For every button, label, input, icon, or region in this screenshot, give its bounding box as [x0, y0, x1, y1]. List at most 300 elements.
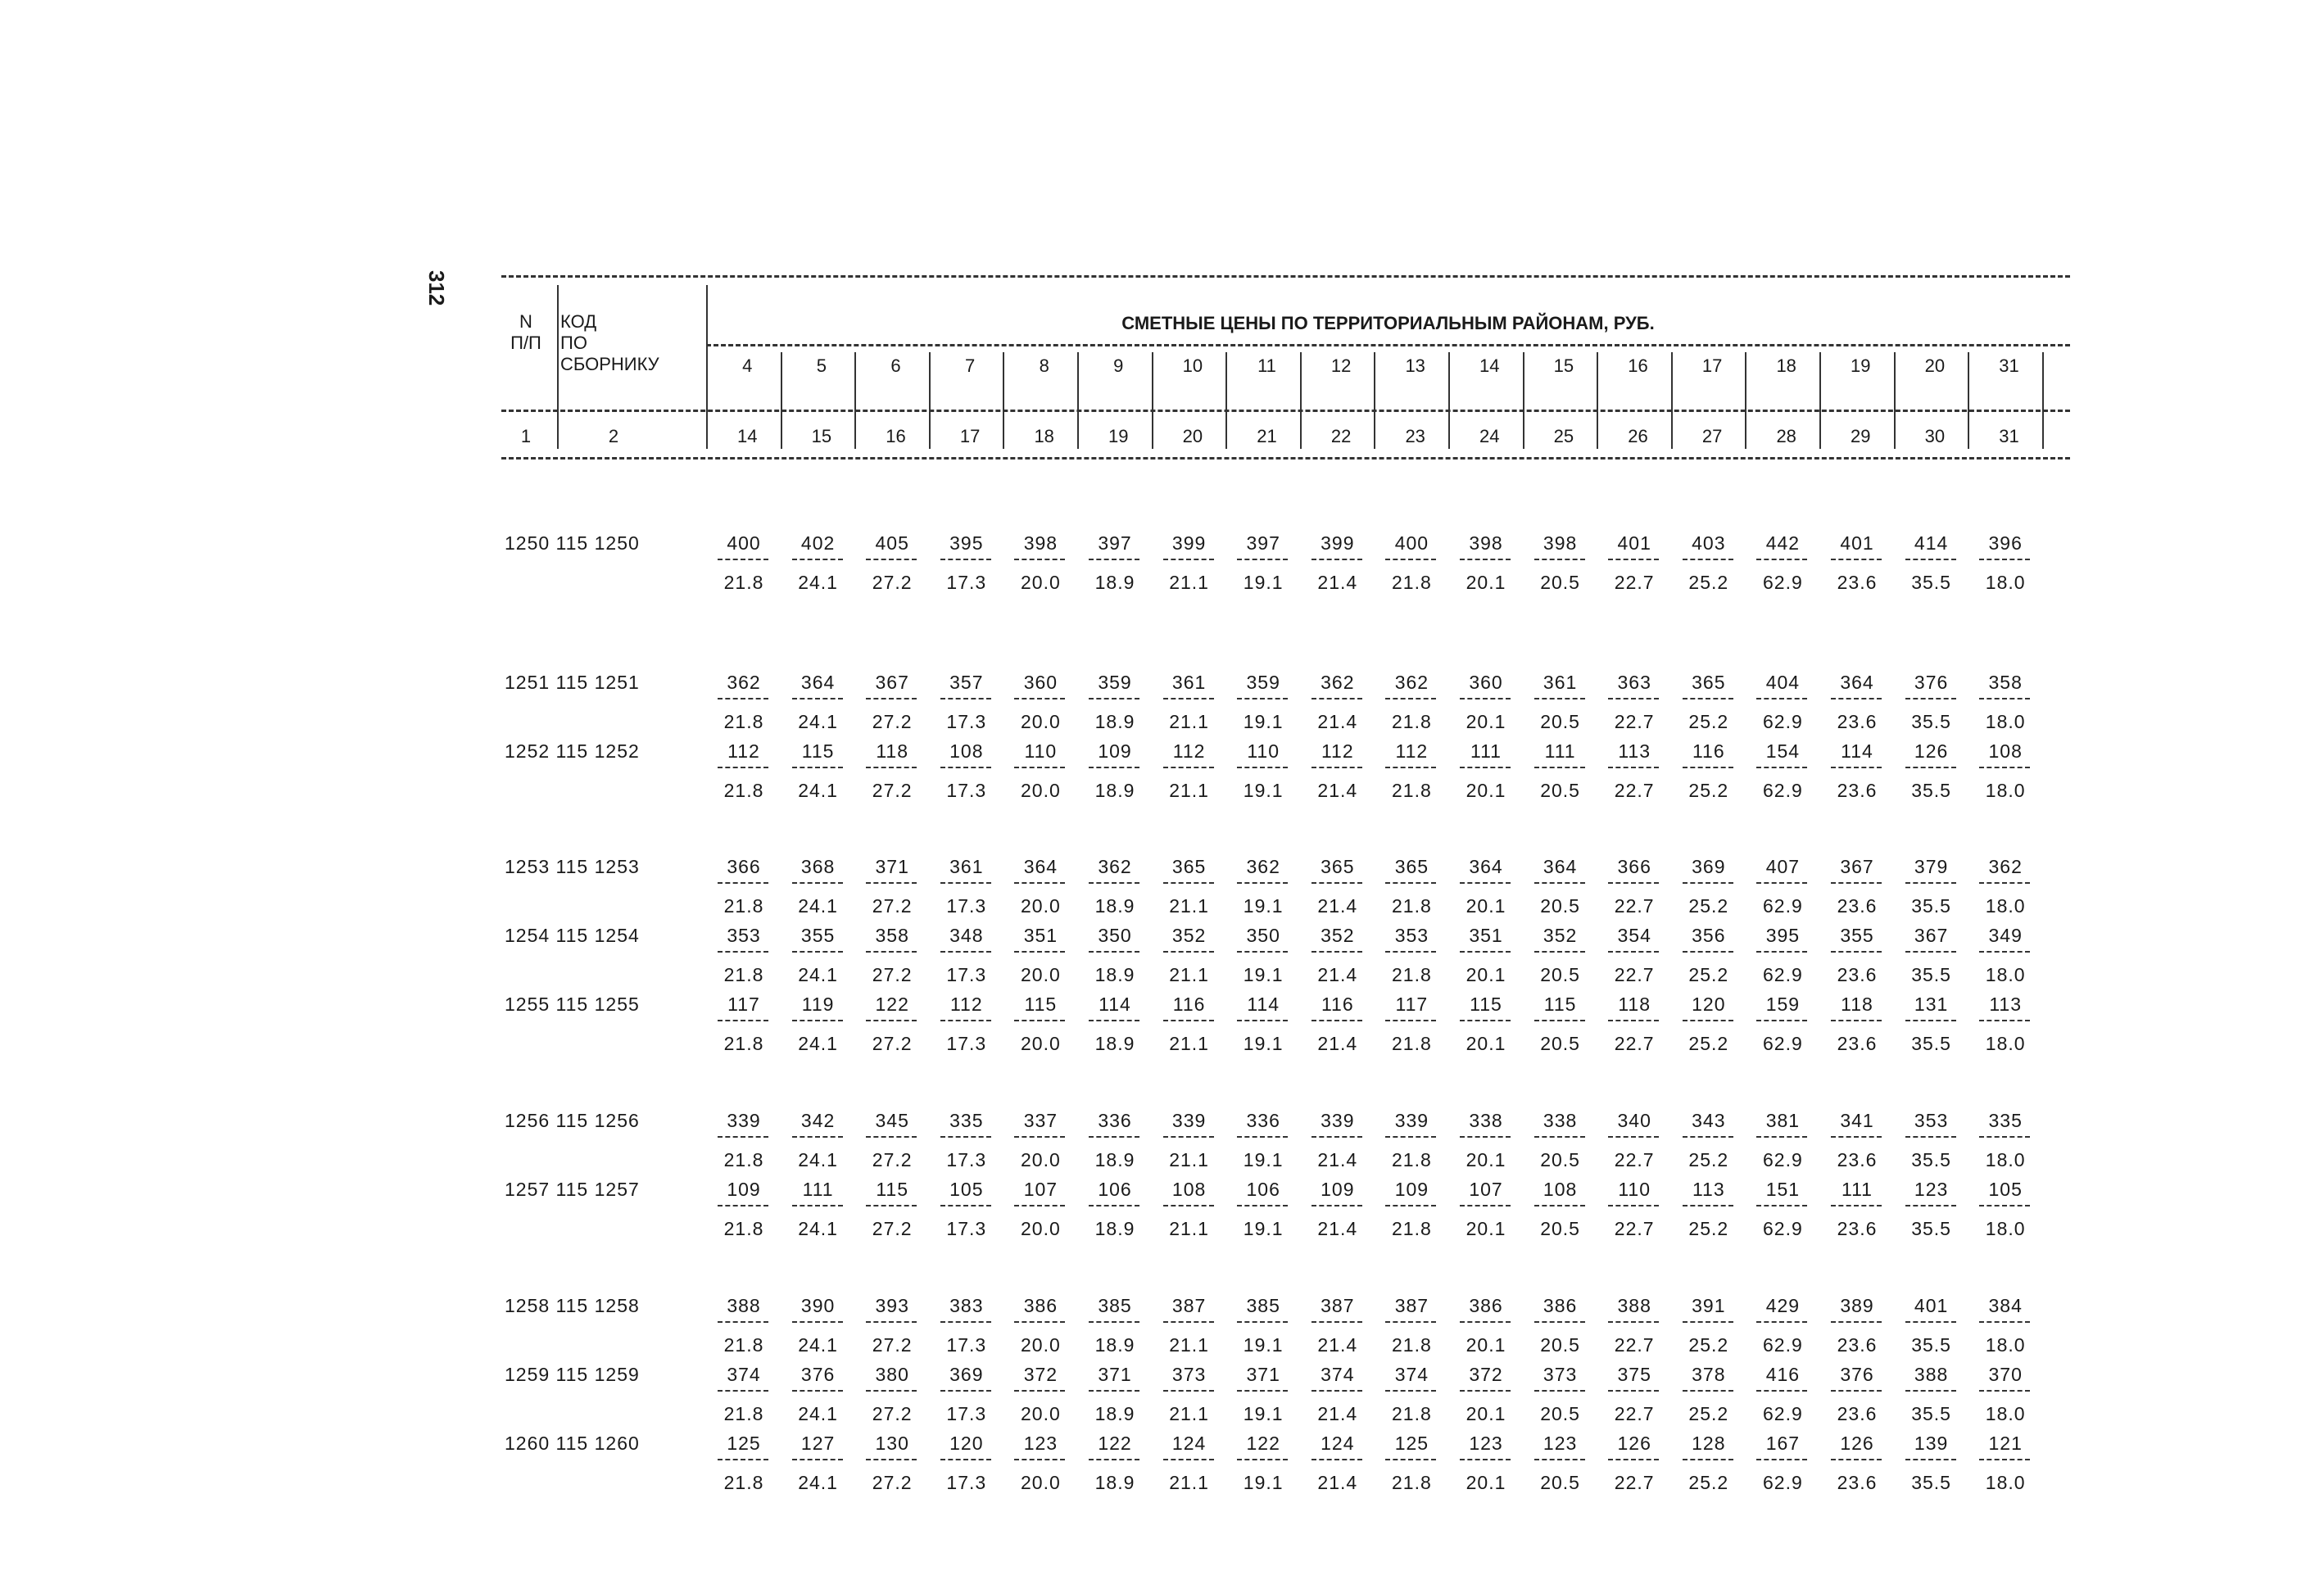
- price-coefficient: 20.1: [1466, 895, 1506, 917]
- price-coefficient: 20.5: [1540, 572, 1580, 593]
- fraction-bar: [866, 1020, 917, 1021]
- price-value: 111: [802, 1179, 834, 1200]
- price-coefficient: 25.2: [1688, 1334, 1729, 1356]
- fraction-bar: [1460, 951, 1511, 953]
- price-value: 109: [1321, 1179, 1355, 1200]
- fraction-bar: [1905, 1020, 1956, 1021]
- price-value: 401: [1914, 1295, 1949, 1316]
- price-value: 113: [1618, 740, 1651, 762]
- fraction-bar: [1385, 1136, 1436, 1138]
- fraction-bar: [1014, 1321, 1065, 1323]
- price-value: 373: [1543, 1364, 1578, 1385]
- fraction-bar: [940, 1459, 991, 1460]
- price-value: 355: [1840, 925, 1874, 946]
- fraction-bar: [1608, 1459, 1659, 1460]
- table-header: [501, 270, 2070, 459]
- price-value: 362: [1098, 856, 1132, 877]
- price-value: 384: [1988, 1295, 2023, 1316]
- header-region-11: 11: [1257, 355, 1276, 376]
- fraction-bar: [1905, 698, 1956, 699]
- price-coefficient: 18.9: [1094, 1334, 1135, 1356]
- price-coefficient: 35.5: [1911, 1472, 1951, 1493]
- price-value: 365: [1321, 856, 1355, 877]
- price-coefficient: 17.3: [946, 711, 987, 732]
- price-value: 361: [1171, 672, 1207, 693]
- fraction-bar: [1311, 1205, 1362, 1206]
- price-value: 395: [949, 532, 984, 554]
- price-coefficient: 20.0: [1021, 1403, 1061, 1424]
- price-value: 374: [1321, 1364, 1355, 1385]
- header-col-kod: ПО: [560, 333, 587, 353]
- price-coefficient: 18.9: [1094, 1218, 1135, 1239]
- header-col-divider: [1077, 352, 1079, 449]
- price-coefficient: 20.5: [1540, 1218, 1580, 1239]
- header-col-kod: СБОРНИКУ: [560, 354, 659, 374]
- price-value: 352: [1321, 925, 1355, 946]
- price-coefficient: 21.8: [723, 1472, 764, 1493]
- price-coefficient: 20.1: [1466, 964, 1506, 985]
- header-col-divider: [1745, 352, 1746, 449]
- price-coefficient: 20.0: [1021, 572, 1061, 593]
- price-coefficient: 20.1: [1466, 1218, 1506, 1239]
- fraction-bar: [1385, 767, 1436, 768]
- price-value: 372: [1469, 1364, 1503, 1385]
- price-value: 386: [1543, 1295, 1578, 1316]
- price-coefficient: 20.1: [1466, 780, 1506, 801]
- fraction-bar: [1683, 1020, 1733, 1021]
- price-coefficient: 21.8: [1392, 1334, 1432, 1356]
- fraction-bar: [866, 1136, 917, 1138]
- price-coefficient: 18.9: [1094, 1472, 1135, 1493]
- price-value: 372: [1023, 1364, 1058, 1385]
- price-value: 349: [1988, 925, 2023, 946]
- price-coefficient: 25.2: [1688, 1149, 1729, 1170]
- price-coefficient: 19.1: [1243, 1334, 1284, 1356]
- price-coefficient: 20.0: [1021, 1033, 1061, 1054]
- page-number: 312: [424, 270, 449, 306]
- header-colnum: 16: [886, 426, 906, 446]
- fraction-bar: [1683, 882, 1733, 884]
- price-coefficient: 20.0: [1021, 780, 1061, 801]
- header-colnum: 30: [1924, 426, 1946, 446]
- price-value: 124: [1171, 1433, 1207, 1454]
- fraction-bar: [792, 1459, 843, 1460]
- price-coefficient: 19.1: [1243, 1033, 1284, 1054]
- row-code: 1250 115 1250: [505, 532, 640, 554]
- price-coefficient: 21.1: [1169, 1218, 1209, 1239]
- price-value: 126: [1617, 1433, 1651, 1454]
- fraction-bar: [866, 698, 917, 699]
- fraction-bar: [1831, 1390, 1882, 1392]
- price-value: 351: [1023, 925, 1058, 946]
- price-coefficient: 27.2: [872, 1149, 913, 1170]
- price-value: 105: [949, 1179, 984, 1200]
- price-coefficient: 27.2: [872, 964, 913, 985]
- price-value: 340: [1617, 1110, 1651, 1131]
- fraction-bar: [1683, 559, 1733, 560]
- fraction-bar: [866, 559, 917, 560]
- price-coefficient: 25.2: [1688, 1472, 1729, 1493]
- header-region-18: 18: [1776, 355, 1796, 376]
- row-code: 1260 115 1260: [505, 1433, 640, 1454]
- price-coefficient: 24.1: [798, 711, 838, 732]
- price-coefficient: 22.7: [1614, 964, 1655, 985]
- fraction-bar: [1385, 1205, 1436, 1206]
- price-value: 118: [1841, 994, 1873, 1015]
- price-coefficient: 21.8: [1392, 1218, 1432, 1239]
- price-coefficient: 20.1: [1466, 1149, 1506, 1170]
- price-value: 125: [727, 1433, 761, 1454]
- price-value: 119: [801, 994, 835, 1015]
- price-coefficient: 62.9: [1763, 1218, 1803, 1239]
- header-colnum: 21: [1257, 426, 1277, 446]
- price-coefficient: 19.1: [1243, 1403, 1284, 1424]
- price-coefficient: 22.7: [1614, 1218, 1655, 1239]
- price-value: 336: [1098, 1110, 1132, 1131]
- header-col-divider: [1523, 352, 1524, 449]
- header-col-kod: КОД: [560, 311, 597, 332]
- fraction-bar: [1014, 698, 1065, 699]
- fraction-bar: [1311, 1390, 1362, 1392]
- price-coefficient: 21.1: [1169, 572, 1209, 593]
- price-value: 393: [875, 1295, 909, 1316]
- row-code: 1252 115 1252: [505, 740, 640, 762]
- fraction-bar: [1831, 698, 1882, 699]
- fraction-bar: [1608, 698, 1659, 699]
- price-value: 353: [727, 925, 761, 946]
- price-value: 362: [1394, 672, 1429, 693]
- price-coefficient: 21.4: [1317, 780, 1358, 801]
- price-coefficient: 23.6: [1837, 572, 1878, 593]
- price-value: 151: [1765, 1179, 1801, 1200]
- price-value: 442: [1765, 532, 1801, 554]
- price-value: 398: [1543, 532, 1578, 554]
- fraction-bar: [1385, 559, 1436, 560]
- fraction-bar: [718, 1020, 768, 1021]
- fraction-bar: [1979, 951, 2030, 953]
- price-value: 360: [1469, 672, 1503, 693]
- price-coefficient: 25.2: [1688, 1033, 1729, 1054]
- fraction-bar: [718, 882, 768, 884]
- price-coefficient: 17.3: [946, 1334, 987, 1356]
- fraction-bar: [1237, 698, 1288, 699]
- fraction-bar: [1237, 767, 1288, 768]
- fraction-bar: [1831, 1020, 1882, 1021]
- price-coefficient: 17.3: [946, 1403, 987, 1424]
- header-col-divider: [1894, 352, 1896, 449]
- price-coefficient: 20.5: [1540, 964, 1580, 985]
- fraction-bar: [1683, 1321, 1733, 1323]
- price-coefficient: 19.1: [1243, 1218, 1284, 1239]
- price-coefficient: 20.5: [1540, 711, 1580, 732]
- price-value: 401: [1840, 532, 1874, 554]
- header-divider-n: [557, 285, 559, 449]
- price-value: 335: [949, 1110, 984, 1131]
- price-value: 362: [1246, 856, 1280, 877]
- price-coefficient: 21.8: [1392, 572, 1432, 593]
- fraction-bar: [1608, 559, 1659, 560]
- price-value: 115: [801, 740, 835, 762]
- price-value: 368: [800, 856, 836, 877]
- price-value: 112: [949, 994, 983, 1015]
- fraction-bar: [1385, 1459, 1436, 1460]
- price-coefficient: 35.5: [1911, 711, 1951, 732]
- fraction-bar: [1683, 1205, 1733, 1206]
- price-coefficient: 23.6: [1837, 895, 1878, 917]
- price-coefficient: 20.0: [1021, 964, 1061, 985]
- fraction-bar: [1683, 951, 1733, 953]
- price-coefficient: 35.5: [1911, 1334, 1951, 1356]
- price-value: 405: [875, 532, 909, 554]
- price-value: 365: [1171, 856, 1207, 877]
- fraction-bar: [792, 1136, 843, 1138]
- price-coefficient: 20.1: [1466, 572, 1506, 593]
- price-value: 116: [1172, 994, 1206, 1015]
- fraction-bar: [1608, 1390, 1659, 1392]
- price-value: 117: [1395, 994, 1429, 1015]
- fraction-bar: [1756, 559, 1807, 560]
- fraction-bar: [1683, 1136, 1733, 1138]
- price-coefficient: 27.2: [872, 1334, 913, 1356]
- price-coefficient: 18.0: [1985, 1033, 2026, 1054]
- price-coefficient: 22.7: [1614, 572, 1655, 593]
- price-value: 404: [1765, 672, 1801, 693]
- fraction-bar: [1905, 1390, 1956, 1392]
- fraction-bar: [1905, 559, 1956, 560]
- price-coefficient: 21.4: [1317, 711, 1358, 732]
- fraction-bar: [1460, 1321, 1511, 1323]
- price-coefficient: 23.6: [1837, 1218, 1878, 1239]
- price-coefficient: 23.6: [1837, 1033, 1878, 1054]
- header-bottom-rule: [501, 457, 2070, 459]
- price-value: 115: [1543, 994, 1577, 1015]
- fraction-bar: [718, 767, 768, 768]
- fraction-bar: [718, 1205, 768, 1206]
- fraction-bar: [1905, 1459, 1956, 1460]
- price-value: 365: [1692, 672, 1726, 693]
- price-coefficient: 20.5: [1540, 1403, 1580, 1424]
- price-value: 116: [1692, 740, 1725, 762]
- fraction-bar: [1311, 1459, 1362, 1460]
- fraction-bar: [1311, 951, 1362, 953]
- price-value: 120: [1692, 994, 1726, 1015]
- price-coefficient: 22.7: [1614, 895, 1655, 917]
- fraction-bar: [1756, 882, 1807, 884]
- price-coefficient: 21.8: [1392, 895, 1432, 917]
- price-value: 359: [1098, 672, 1132, 693]
- header-region-20: 20: [1924, 355, 1946, 376]
- fraction-bar: [792, 767, 843, 768]
- fraction-bar: [1979, 882, 2030, 884]
- price-value: 371: [875, 856, 909, 877]
- fraction-bar: [1979, 1020, 2030, 1021]
- price-coefficient: 22.7: [1614, 1472, 1655, 1493]
- fraction-bar: [1089, 767, 1139, 768]
- price-coefficient: 21.4: [1317, 1334, 1358, 1356]
- price-coefficient: 17.3: [946, 1472, 987, 1493]
- fraction-bar: [792, 1020, 843, 1021]
- fraction-bar: [1831, 1459, 1882, 1460]
- price-value: 123: [1023, 1433, 1058, 1454]
- fraction-bar: [1905, 1136, 1956, 1138]
- price-value: 364: [800, 672, 836, 693]
- price-coefficient: 21.1: [1169, 895, 1209, 917]
- price-coefficient: 62.9: [1763, 1472, 1803, 1493]
- fraction-bar: [1460, 1459, 1511, 1460]
- fraction-bar: [866, 1459, 917, 1460]
- price-coefficient: 17.3: [946, 1218, 987, 1239]
- price-coefficient: 21.8: [723, 1218, 764, 1239]
- price-coefficient: 23.6: [1837, 1472, 1878, 1493]
- price-value: 366: [1617, 856, 1651, 877]
- header-region-8: 8: [1039, 355, 1049, 376]
- price-value: 353: [1914, 1110, 1949, 1131]
- price-coefficient: 20.1: [1466, 1033, 1506, 1054]
- price-value: 400: [727, 532, 761, 554]
- price-value: 110: [1618, 1179, 1651, 1200]
- fraction-bar: [940, 951, 991, 953]
- price-value: 109: [1098, 740, 1132, 762]
- price-value: 396: [1988, 532, 2023, 554]
- price-coefficient: 21.4: [1317, 1472, 1358, 1493]
- price-value: 106: [1098, 1179, 1132, 1200]
- price-value: 117: [727, 994, 760, 1015]
- fraction-bar: [1756, 1321, 1807, 1323]
- fraction-bar: [940, 1020, 991, 1021]
- price-value: 373: [1171, 1364, 1207, 1385]
- price-value: 379: [1914, 856, 1949, 877]
- price-coefficient: 18.9: [1094, 572, 1135, 593]
- price-coefficient: 21.1: [1169, 964, 1209, 985]
- price-value: 114: [1247, 994, 1280, 1015]
- price-coefficient: 22.7: [1614, 1334, 1655, 1356]
- price-value: 400: [1394, 532, 1429, 554]
- fraction-bar: [1014, 1020, 1065, 1021]
- price-coefficient: 21.8: [723, 1033, 764, 1054]
- fraction-bar: [1089, 698, 1139, 699]
- price-coefficient: 20.5: [1540, 780, 1580, 801]
- header-col-divider: [929, 352, 931, 449]
- header-colnum: 20: [1182, 426, 1203, 446]
- price-value: 361: [1543, 672, 1578, 693]
- price-coefficient: 18.0: [1985, 895, 2026, 917]
- price-value: 118: [1618, 994, 1651, 1015]
- price-value: 125: [1394, 1433, 1429, 1454]
- price-value: 360: [1023, 672, 1058, 693]
- price-coefficient: 21.1: [1169, 711, 1209, 732]
- price-coefficient: 22.7: [1614, 780, 1655, 801]
- price-value: 364: [1840, 672, 1874, 693]
- fraction-bar: [1905, 882, 1956, 884]
- fraction-bar: [792, 698, 843, 699]
- fraction-bar: [718, 1136, 768, 1138]
- header-region-13: 13: [1405, 355, 1425, 376]
- fraction-bar: [1163, 698, 1214, 699]
- price-value: 109: [727, 1179, 761, 1200]
- header-col-divider: [1819, 352, 1821, 449]
- price-coefficient: 27.2: [872, 780, 913, 801]
- fraction-bar: [1014, 1390, 1065, 1392]
- price-coefficient: 20.5: [1540, 1472, 1580, 1493]
- fraction-bar: [792, 1205, 843, 1206]
- fraction-bar: [1905, 1321, 1956, 1323]
- fraction-bar: [1979, 559, 2030, 560]
- fraction-bar: [792, 1321, 843, 1323]
- price-coefficient: 21.4: [1317, 1218, 1358, 1239]
- header-top-rule: [501, 275, 2070, 278]
- fraction-bar: [1534, 698, 1585, 699]
- price-coefficient: 35.5: [1911, 1403, 1951, 1424]
- fraction-bar: [1237, 1020, 1288, 1021]
- price-value: 362: [1988, 856, 2023, 877]
- price-coefficient: 35.5: [1911, 1149, 1951, 1170]
- price-value: 338: [1469, 1110, 1503, 1131]
- fraction-bar: [1534, 951, 1585, 953]
- fraction-bar: [1311, 1020, 1362, 1021]
- price-coefficient: 23.6: [1837, 711, 1878, 732]
- price-value: 121: [1988, 1433, 2023, 1454]
- fraction-bar: [1385, 882, 1436, 884]
- price-value: 383: [949, 1295, 984, 1316]
- fraction-bar: [1534, 1020, 1585, 1021]
- price-value: 388: [1914, 1364, 1949, 1385]
- price-coefficient: 21.4: [1317, 964, 1358, 985]
- price-value: 122: [875, 994, 909, 1015]
- price-coefficient: 20.0: [1021, 711, 1061, 732]
- fraction-bar: [1608, 1205, 1659, 1206]
- header-col-divider: [1597, 352, 1598, 449]
- price-value: 391: [1692, 1295, 1726, 1316]
- fraction-bar: [1534, 1390, 1585, 1392]
- fraction-bar: [866, 1205, 917, 1206]
- fraction-bar: [1163, 1020, 1214, 1021]
- price-coefficient: 24.1: [798, 1149, 838, 1170]
- fraction-bar: [1311, 698, 1362, 699]
- fraction-bar: [1831, 559, 1882, 560]
- price-value: 114: [1841, 740, 1873, 762]
- fraction-bar: [1831, 882, 1882, 884]
- price-coefficient: 21.8: [1392, 711, 1432, 732]
- price-coefficient: 62.9: [1763, 1403, 1803, 1424]
- row-code: 1251 115 1251: [505, 672, 640, 693]
- price-value: 111: [1470, 740, 1502, 762]
- fraction-bar: [1385, 951, 1436, 953]
- fraction-bar: [1534, 882, 1585, 884]
- price-coefficient: 27.2: [872, 572, 913, 593]
- price-value: 339: [1171, 1110, 1207, 1131]
- fraction-bar: [1237, 951, 1288, 953]
- header-col-n: N: [519, 311, 532, 332]
- price-value: 336: [1246, 1110, 1280, 1131]
- price-value: 365: [1394, 856, 1429, 877]
- header-colnum: 15: [811, 426, 832, 446]
- fraction-bar: [1905, 1205, 1956, 1206]
- header-colnum: 29: [1851, 426, 1871, 446]
- fraction-bar: [940, 1205, 991, 1206]
- price-value: 397: [1098, 532, 1132, 554]
- price-coefficient: 27.2: [872, 1218, 913, 1239]
- price-value: 350: [1098, 925, 1132, 946]
- price-coefficient: 20.5: [1540, 1033, 1580, 1054]
- price-value: 127: [800, 1433, 836, 1454]
- price-value: 371: [1098, 1364, 1132, 1385]
- price-coefficient: 25.2: [1688, 572, 1729, 593]
- fraction-bar: [1163, 951, 1214, 953]
- price-coefficient: 35.5: [1911, 1218, 1951, 1239]
- price-value: 122: [1098, 1433, 1132, 1454]
- fraction-bar: [1014, 767, 1065, 768]
- fraction-bar: [1163, 1321, 1214, 1323]
